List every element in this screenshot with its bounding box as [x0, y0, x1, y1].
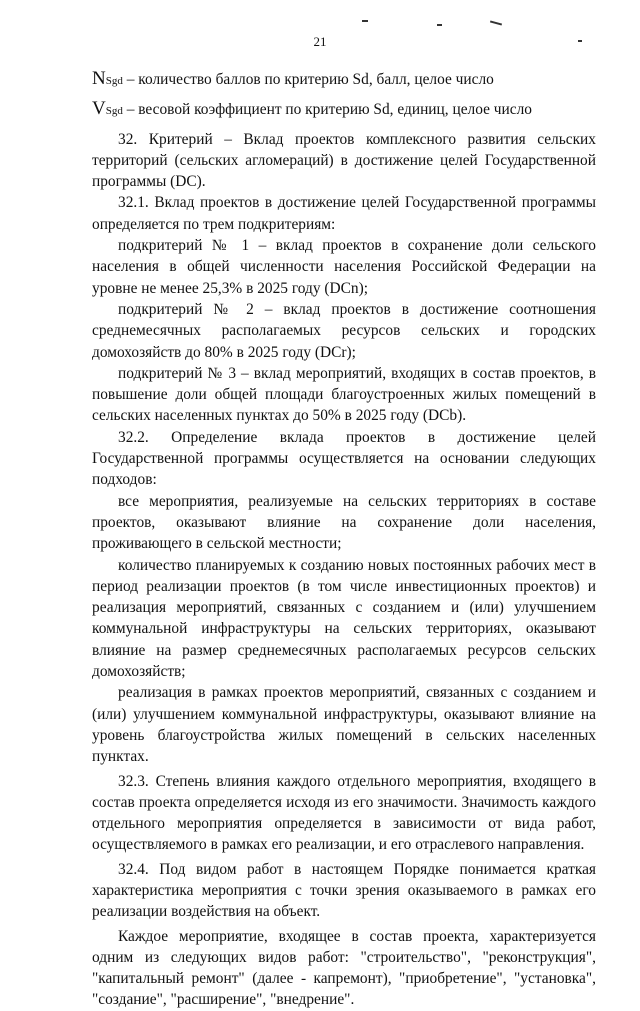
- scan-mark: [362, 20, 368, 22]
- formula-symbol: V: [92, 98, 106, 120]
- paragraph-approach-3: реализация в рамках проектов мероприятий, связанных с созданием и (или) улучшением коммунальной инфраструктуры, оказывают влияние на уровень благоустройства жилых помещений в сельских населенных пунктах.: [92, 684, 596, 766]
- formula-text: – количество баллов по критерию Sd, балл, целое число: [122, 71, 494, 88]
- paragraph-32-2: 32.2. Определение вклада проектов в достижение целей Государственной программы осуществляется на основании следующих подходов:: [92, 428, 596, 489]
- paragraph-32-3: 32.3. Степень влияния каждого отдельного мероприятия, входящего в состав проекта определяется исходя из его значимости. Значимость каждого отдельного мероприятия определяется в зависимости от вида работ, осуществляемого в рамках его реализации, и его отраслевого направления.: [92, 772, 596, 854]
- document-body: [92, 68, 596, 1011]
- paragraph-subcriterion-3: подкритерий № 3 – вклад мероприятий, входящих в состав проектов, в повышение доли общей площади благоустроенных жилых помещений в сельских населенных пунктах до 50% в 2025 году (DCb).: [92, 364, 596, 425]
- paragraph-32: 32. Критерий – Вклад проектов комплексного развития сельских территорий (сельских агломераций) в достижение целей Государственной программы (DC).: [92, 130, 596, 191]
- formula-symbol: N: [92, 68, 106, 89]
- formula-line-n: [92, 68, 596, 92]
- formula-subscript: Sgd: [105, 75, 123, 87]
- paragraph-subcriterion-2: подкритерий № 2 – вклад проектов в достижение соотношения среднемесячных располагаемых ресурсов сельских и городских домохозяйств до 80% в 2025 году (DCr);: [92, 300, 596, 361]
- paragraph-work-types: Каждое мероприятие, входящее в состав проекта, характеризуется одним из следующих видов работ: "строительство", "реконструкция", "капитальный ремонт" (далее - капремонт), "приобретение", "установка", "создание", "расширение", "внедрение".: [92, 927, 596, 1009]
- formula-subscript: Sgd: [105, 105, 123, 118]
- scan-mark: [490, 20, 502, 25]
- paragraph-approach-2: количество планируемых к созданию новых постоянных рабочих мест в период реализации проектов (в том числе инвестиционных проектов) и реализация мероприятий, связанных с созданием и (или) улучшением коммунальной инфраструктуры на сельских территориях, оказывают влияние на размер среднемесячных располагаемых ресурсов сельских домохозяйств;: [92, 556, 596, 681]
- paragraph-32-4: 32.4. Под видом работ в настоящем Порядке понимается краткая характеристика мероприятия с точки зрения оказываемого в рамках его реализации воздействия на объект.: [92, 860, 596, 921]
- page-number: 21: [313, 34, 327, 49]
- paragraph-subcriterion-1: подкритерий № 1 – вклад проектов в сохранение доли сельского населения в общей численности населения Российской Федерации на уровне не менее 25,3% в 2025 году (DCn);: [92, 237, 596, 297]
- paragraph-32-1: 32.1. Вклад проектов в достижение целей Государственной программы определяется по трем подкритериям:: [92, 194, 596, 233]
- paragraph-approach-1: все мероприятия, реализуемые на сельских территориях в составе проектов, оказывают влияние на сохранение доли населения, проживающего в сельской местности;: [92, 492, 596, 553]
- formula-text: – весовой коэффициент по критерию Sd, единиц, целое число: [122, 101, 532, 119]
- formula-line-v: [92, 98, 596, 122]
- scan-mark: [437, 24, 442, 26]
